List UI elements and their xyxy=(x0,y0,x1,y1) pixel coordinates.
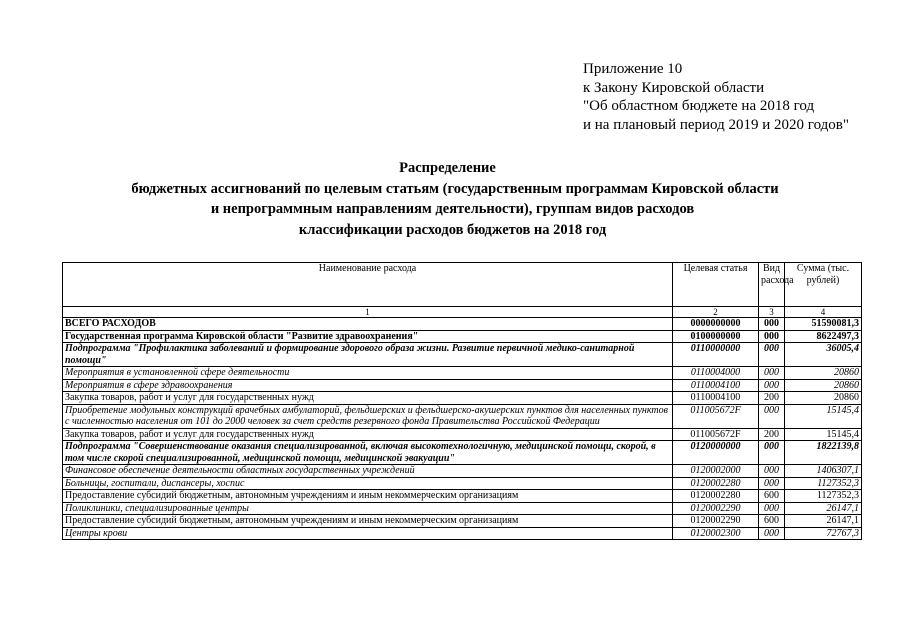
row-sum: 20860 xyxy=(785,367,862,380)
row-code: 0100000000 xyxy=(673,330,759,343)
header-name: Наименование расхода xyxy=(63,263,673,307)
row-kind: 000 xyxy=(759,441,785,465)
row-sum: 15145,4 xyxy=(785,428,862,441)
row-name: Поликлиники, специализированные центры xyxy=(63,502,673,515)
column-number: 3 xyxy=(759,307,785,318)
row-code: 0120002290 xyxy=(673,502,759,515)
document-heading xyxy=(0,158,905,240)
row-kind: 200 xyxy=(759,428,785,441)
row-code: 0110004100 xyxy=(673,392,759,405)
row-sum: 26147,1 xyxy=(785,515,862,528)
row-sum: 1127352,3 xyxy=(785,490,862,503)
row-kind: 600 xyxy=(759,490,785,503)
table-row xyxy=(63,404,862,428)
column-number: 4 xyxy=(785,307,862,318)
row-name: Центры крови xyxy=(63,527,673,540)
table-row xyxy=(63,379,862,392)
row-kind: 000 xyxy=(759,330,785,343)
row-code: 011005672F xyxy=(673,404,759,428)
row-sum: 8622497,3 xyxy=(785,330,862,343)
table-row xyxy=(63,367,862,380)
heading-line: и непрограммным направлениям деятельности), группам видов расходов xyxy=(210,201,695,217)
column-number: 1 xyxy=(63,307,673,318)
table-row-program xyxy=(63,330,862,343)
row-kind: 000 xyxy=(759,527,785,540)
row-name: ВСЕГО РАСХОДОВ xyxy=(63,318,673,331)
row-name: Подпрограмма "Профилактика заболеваний и формирование здорового образа жизни. Развитие первичной медико-санитарной помощи" xyxy=(63,343,673,367)
row-name: Приобретение модульных конструкций врачебных амбулаторий, фельдшерских и фельдшерско-акушерских пунктов для населенных пунктов с численностью населения от 101 до 2000 человек за счет средств резервного фонда Правительства Российской Федерации xyxy=(63,404,673,428)
column-number: 2 xyxy=(673,307,759,318)
appendix-line: и на плановый период 2019 и 2020 годов" xyxy=(583,116,849,133)
row-name: Мероприятия в установленной сфере деятельности xyxy=(63,367,673,380)
row-sum: 1127352,3 xyxy=(785,477,862,490)
appendix-line: "Об областном бюджете на 2018 год xyxy=(583,98,815,114)
row-code: 011005672F xyxy=(673,428,759,441)
appendix-reference xyxy=(583,60,849,134)
header-code: Целевая статья xyxy=(673,263,759,307)
row-sum: 1406307,1 xyxy=(785,465,862,478)
row-name: Мероприятия в сфере здравоохранения xyxy=(63,379,673,392)
table-row-total xyxy=(63,318,862,331)
row-code: 0110004100 xyxy=(673,379,759,392)
table-row xyxy=(63,502,862,515)
row-code: 0120002290 xyxy=(673,515,759,528)
budget-table xyxy=(62,262,862,540)
table-row xyxy=(63,477,862,490)
table-row xyxy=(63,428,862,441)
row-code: 0110000000 xyxy=(673,343,759,367)
row-code: 0120002280 xyxy=(673,490,759,503)
row-kind: 000 xyxy=(759,502,785,515)
heading-line: бюджетных ассигнований по целевым статьям (государственным программам Кировской области xyxy=(131,180,779,197)
row-name: Закупка товаров, работ и услуг для государственных нужд xyxy=(63,392,673,405)
row-kind: 600 xyxy=(759,515,785,528)
row-code: 0110004000 xyxy=(673,367,759,380)
row-kind: 000 xyxy=(759,367,785,380)
table-row-subprogram xyxy=(63,441,862,465)
row-name: Закупка товаров, работ и услуг для государственных нужд xyxy=(63,428,673,441)
row-sum: 26147,1 xyxy=(785,502,862,515)
row-name: Финансовое обеспечение деятельности областных государственных учреждений xyxy=(63,465,673,478)
row-name: Предоставление субсидий бюджетным, автономным учреждениям и иным некоммерческим организациям xyxy=(63,515,673,528)
row-sum: 51590081,3 xyxy=(785,318,862,331)
row-kind: 000 xyxy=(759,465,785,478)
row-kind: 000 xyxy=(759,318,785,331)
heading-title: Распределение xyxy=(399,160,496,176)
row-sum: 36005,4 xyxy=(785,343,862,367)
appendix-line: к Закону Кировской области xyxy=(583,79,765,96)
row-name: Больницы, госпитали, диспансеры, хоспис xyxy=(63,477,673,490)
row-code: 0120002000 xyxy=(673,465,759,478)
row-kind: 000 xyxy=(759,404,785,428)
table-row xyxy=(63,392,862,405)
table-row xyxy=(63,527,862,540)
row-code: 0120002280 xyxy=(673,477,759,490)
table-row xyxy=(63,515,862,528)
row-sum: 15145,4 xyxy=(785,404,862,428)
row-name: Государственная программа Кировской области "Развитие здравоохранения" xyxy=(63,330,673,343)
row-sum: 1822139,8 xyxy=(785,441,862,465)
row-kind: 000 xyxy=(759,343,785,367)
header-kind: Вид расхода xyxy=(759,263,785,307)
row-code: 0000000000 xyxy=(673,318,759,331)
row-name: Подпрограмма "Совершенствование оказания специализированной, включая высокотехнологичную, медицинской помощи, скорой, в том числе скорой специализированной, медицинской помощи, медицинской эвакуации" xyxy=(63,441,673,465)
row-code: 0120000000 xyxy=(673,441,759,465)
row-kind: 000 xyxy=(759,477,785,490)
row-name: Предоставление субсидий бюджетным, автономным учреждениям и иным некоммерческим организациям xyxy=(63,490,673,503)
row-sum: 20860 xyxy=(785,379,862,392)
appendix-line: Приложение 10 xyxy=(583,61,683,77)
row-kind: 200 xyxy=(759,392,785,405)
heading-line: классификации расходов бюджетов на 2018 год xyxy=(298,221,607,238)
row-sum: 72767,3 xyxy=(785,527,862,540)
row-sum: 20860 xyxy=(785,392,862,405)
table-row-subprogram xyxy=(63,343,862,367)
table-row xyxy=(63,490,862,503)
row-code: 0120002300 xyxy=(673,527,759,540)
table-row xyxy=(63,465,862,478)
row-kind: 000 xyxy=(759,379,785,392)
header-sum: Сумма (тыс. рублей) xyxy=(785,263,862,307)
